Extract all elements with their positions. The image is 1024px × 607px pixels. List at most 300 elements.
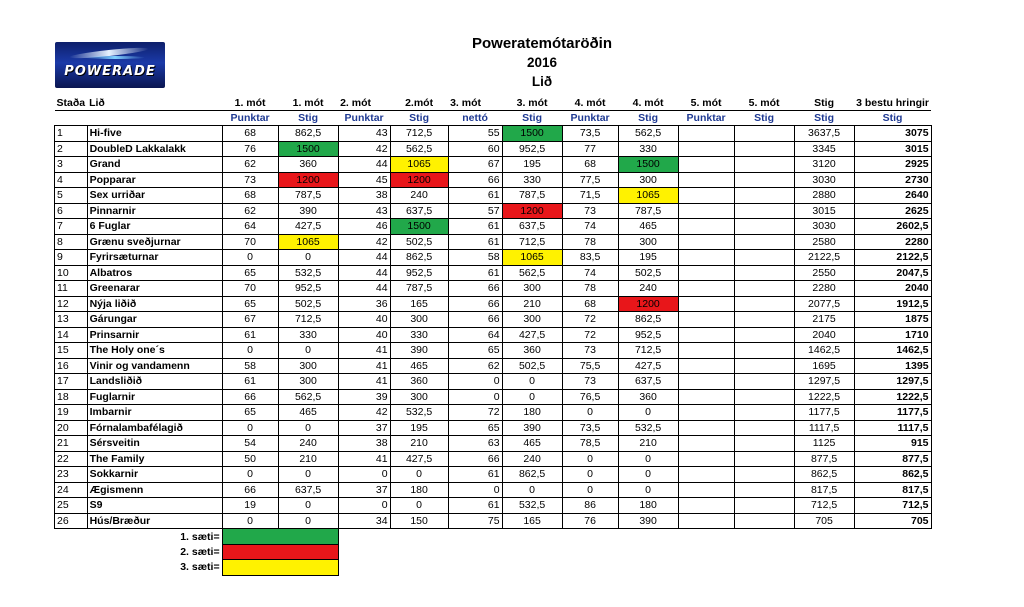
cell-m1p: 68: [222, 126, 278, 142]
standings-table: [54, 96, 932, 576]
cell-rank: 17: [55, 374, 88, 390]
cell-m3n: 72: [448, 405, 502, 421]
cell-m3s: 465: [502, 436, 562, 452]
cell-team: Sérsveitin: [87, 436, 222, 452]
cell-m3n: 64: [448, 327, 502, 343]
cell-m3n: 61: [448, 498, 502, 514]
cell-team: The Holy one´s: [87, 343, 222, 359]
header-cell: 2. mót: [338, 96, 390, 111]
cell-team: Prinsarnir: [87, 327, 222, 343]
cell-m1p: 67: [222, 312, 278, 328]
header-cell: 4. mót: [562, 96, 618, 111]
cell-total: 3030: [794, 172, 854, 188]
cell-m2s: 562,5: [390, 141, 448, 157]
table-row: [55, 126, 932, 142]
header-cell: Lið: [87, 96, 222, 111]
cell-m1p: 58: [222, 358, 278, 374]
cell-m5s: [734, 389, 794, 405]
cell-m3n: 0: [448, 389, 502, 405]
cell-m4s: 0: [618, 451, 678, 467]
cell-m2p: 41: [338, 343, 390, 359]
cell-team: Ægismenn: [87, 482, 222, 498]
cell-m4s: 330: [618, 141, 678, 157]
cell-total: 2550: [794, 265, 854, 281]
cell-m5p: [678, 467, 734, 483]
cell-best: 1462,5: [854, 343, 931, 359]
cell-m2p: 0: [338, 498, 390, 514]
cell-m3s: 1500: [502, 126, 562, 142]
cell-m4s: 712,5: [618, 343, 678, 359]
cell-m5p: [678, 296, 734, 312]
cell-m5s: [734, 141, 794, 157]
subheader-cell: Stig: [298, 112, 319, 124]
legend-label: 1. sæti=: [180, 530, 220, 543]
cell-m5s: [734, 451, 794, 467]
cell-m2s: 330: [390, 327, 448, 343]
table-row: [55, 327, 932, 343]
cell-rank: 12: [55, 296, 88, 312]
cell-m1s: 0: [278, 420, 338, 436]
cell-m2s: 502,5: [390, 234, 448, 250]
cell-m4s: 427,5: [618, 358, 678, 374]
cell-m1s: 532,5: [278, 265, 338, 281]
cell-m4p: 68: [562, 157, 618, 173]
cell-m1p: 70: [222, 281, 278, 297]
cell-m4p: 78: [562, 234, 618, 250]
cell-m1p: 68: [222, 188, 278, 204]
cell-m3s: 300: [502, 312, 562, 328]
legend-row: [55, 560, 932, 576]
cell-team: Popparar: [87, 172, 222, 188]
header-cell: 4. mót: [618, 96, 678, 111]
cell-m3n: 66: [448, 172, 502, 188]
cell-m3n: 61: [448, 234, 502, 250]
page-title: Poweratemótaröðin: [471, 35, 613, 52]
cell-rank: 6: [55, 203, 88, 219]
cell-team: Fyrirsæturnar: [87, 250, 222, 266]
cell-m5s: [734, 312, 794, 328]
cell-m2p: 37: [338, 420, 390, 436]
cell-m2p: 41: [338, 451, 390, 467]
cell-m5s: [734, 374, 794, 390]
cell-rank: 18: [55, 389, 88, 405]
cell-m1s: 240: [278, 436, 338, 452]
cell-total: 712,5: [794, 498, 854, 514]
cell-team: Vinir og vandamenn: [87, 358, 222, 374]
cell-rank: 22: [55, 451, 88, 467]
cell-m2s: 180: [390, 482, 448, 498]
cell-m2p: 46: [338, 219, 390, 235]
cell-m3s: 1200: [502, 203, 562, 219]
cell-m1p: 76: [222, 141, 278, 157]
cell-m3s: 787,5: [502, 188, 562, 204]
table-row: [55, 219, 932, 235]
header-cell: 3. mót: [502, 96, 562, 111]
cell-team: Landsliðið: [87, 374, 222, 390]
cell-m1p: 62: [222, 203, 278, 219]
cell-m4p: 77: [562, 141, 618, 157]
cell-rank: 21: [55, 436, 88, 452]
cell-m2p: 39: [338, 389, 390, 405]
cell-m5s: [734, 420, 794, 436]
cell-m1s: 712,5: [278, 312, 338, 328]
cell-m5p: [678, 250, 734, 266]
cell-m2s: 300: [390, 389, 448, 405]
cell-m5s: [734, 126, 794, 142]
cell-best: 705: [854, 513, 931, 529]
table-row: [55, 358, 932, 374]
cell-m5p: [678, 157, 734, 173]
cell-total: 705: [794, 513, 854, 529]
cell-m2s: 165: [390, 296, 448, 312]
cell-m5p: [678, 482, 734, 498]
cell-total: 877,5: [794, 451, 854, 467]
cell-m1p: 61: [222, 374, 278, 390]
cell-rank: 10: [55, 265, 88, 281]
cell-m4s: 532,5: [618, 420, 678, 436]
table-row: [55, 172, 932, 188]
cell-m3n: 61: [448, 188, 502, 204]
cell-m1p: 64: [222, 219, 278, 235]
cell-m5s: [734, 513, 794, 529]
cell-best: 1875: [854, 312, 931, 328]
cell-m2s: 427,5: [390, 451, 448, 467]
cell-best: 1710: [854, 327, 931, 343]
cell-m1p: 0: [222, 420, 278, 436]
cell-team: Fórnalambafélagið: [87, 420, 222, 436]
cell-m4p: 78,5: [562, 436, 618, 452]
cell-m3n: 61: [448, 467, 502, 483]
cell-m1s: 637,5: [278, 482, 338, 498]
cell-rank: 14: [55, 327, 88, 343]
cell-m3n: 58: [448, 250, 502, 266]
cell-m1p: 66: [222, 482, 278, 498]
cell-total: 2175: [794, 312, 854, 328]
cell-m2p: 44: [338, 250, 390, 266]
header-cell: 1. mót: [278, 96, 338, 111]
table-row: [55, 265, 932, 281]
cell-m3n: 67: [448, 157, 502, 173]
cell-m3n: 62: [448, 358, 502, 374]
cell-m1s: 465: [278, 405, 338, 421]
cell-m4p: 73: [562, 203, 618, 219]
cell-m2p: 0: [338, 467, 390, 483]
cell-m4p: 86: [562, 498, 618, 514]
cell-m3n: 66: [448, 296, 502, 312]
cell-m1s: 1065: [278, 234, 338, 250]
cell-m4s: 637,5: [618, 374, 678, 390]
cell-m5s: [734, 219, 794, 235]
cell-m3s: 360: [502, 343, 562, 359]
cell-m5s: [734, 172, 794, 188]
cell-m4p: 77,5: [562, 172, 618, 188]
cell-m4s: 952,5: [618, 327, 678, 343]
cell-best: 2730: [854, 172, 931, 188]
cell-total: 3030: [794, 219, 854, 235]
cell-m5p: [678, 203, 734, 219]
cell-best: 862,5: [854, 467, 931, 483]
cell-best: 2122,5: [854, 250, 931, 266]
cell-m4s: 0: [618, 482, 678, 498]
cell-m4p: 74: [562, 265, 618, 281]
page-subtitle: Lið: [531, 74, 553, 89]
cell-rank: 2: [55, 141, 88, 157]
cell-m3s: 532,5: [502, 498, 562, 514]
cell-best: 877,5: [854, 451, 931, 467]
cell-m5p: [678, 327, 734, 343]
cell-m1p: 19: [222, 498, 278, 514]
cell-m5p: [678, 126, 734, 142]
cell-total: 2040: [794, 327, 854, 343]
cell-m2p: 34: [338, 513, 390, 529]
cell-m2s: 195: [390, 420, 448, 436]
cell-m2s: 150: [390, 513, 448, 529]
cell-m5p: [678, 172, 734, 188]
cell-m4p: 76: [562, 513, 618, 529]
cell-m3s: 637,5: [502, 219, 562, 235]
cell-m5s: [734, 296, 794, 312]
cell-m4s: 1200: [618, 296, 678, 312]
cell-m2p: 44: [338, 265, 390, 281]
cell-m4s: 195: [618, 250, 678, 266]
cell-m2s: 360: [390, 374, 448, 390]
header-cell: 3. mót: [448, 96, 502, 111]
cell-team: Fuglarnir: [87, 389, 222, 405]
cell-total: 817,5: [794, 482, 854, 498]
cell-m1p: 66: [222, 389, 278, 405]
cell-m4p: 83,5: [562, 250, 618, 266]
cell-total: 1125: [794, 436, 854, 452]
table-row: [55, 389, 932, 405]
cell-m1p: 61: [222, 327, 278, 343]
cell-total: 1695: [794, 358, 854, 374]
cell-rank: 24: [55, 482, 88, 498]
cell-m3n: 55: [448, 126, 502, 142]
cell-m4p: 76,5: [562, 389, 618, 405]
cell-m1s: 1500: [278, 141, 338, 157]
cell-m5s: [734, 358, 794, 374]
cell-total: 3345: [794, 141, 854, 157]
cell-m4p: 78: [562, 281, 618, 297]
cell-team: S9: [87, 498, 222, 514]
cell-m2p: 37: [338, 482, 390, 498]
cell-m5s: [734, 234, 794, 250]
cell-m3n: 65: [448, 343, 502, 359]
cell-m4p: 72: [562, 327, 618, 343]
cell-rank: 7: [55, 219, 88, 235]
cell-total: 2122,5: [794, 250, 854, 266]
cell-m1p: 54: [222, 436, 278, 452]
subheader-cell: Punktar: [686, 112, 726, 124]
cell-m1p: 62: [222, 157, 278, 173]
table-row: [55, 467, 932, 483]
cell-m2p: 43: [338, 203, 390, 219]
cell-rank: 1: [55, 126, 88, 142]
legend-swatch: [222, 544, 338, 560]
cell-m2s: 1065: [390, 157, 448, 173]
cell-m4p: 72: [562, 312, 618, 328]
subheader-cell: Punktar: [570, 112, 610, 124]
cell-best: 2047,5: [854, 265, 931, 281]
cell-m1s: 360: [278, 157, 338, 173]
table-row: [55, 141, 932, 157]
table-row: [55, 281, 932, 297]
cell-total: 862,5: [794, 467, 854, 483]
header-cell: Stig: [794, 96, 854, 111]
cell-m4s: 300: [618, 234, 678, 250]
table-row: [55, 312, 932, 328]
cell-m4p: 75,5: [562, 358, 618, 374]
table-row: [55, 234, 932, 250]
cell-m5s: [734, 436, 794, 452]
cell-m1s: 0: [278, 343, 338, 359]
cell-m4s: 862,5: [618, 312, 678, 328]
cell-m5s: [734, 188, 794, 204]
header-cell: 2.mót: [390, 96, 448, 111]
cell-m1p: 65: [222, 296, 278, 312]
cell-m3s: 502,5: [502, 358, 562, 374]
cell-m4s: 787,5: [618, 203, 678, 219]
subheader-cell: [87, 111, 222, 126]
cell-m1s: 502,5: [278, 296, 338, 312]
cell-total: 1222,5: [794, 389, 854, 405]
table-row: [55, 374, 932, 390]
cell-m1s: 0: [278, 513, 338, 529]
table-row: [55, 420, 932, 436]
header-row: [55, 96, 932, 111]
cell-rank: 16: [55, 358, 88, 374]
cell-m5p: [678, 513, 734, 529]
header-cell: 5. mót: [678, 96, 734, 111]
cell-team: Gárungar: [87, 312, 222, 328]
subheader-cell: Stig: [754, 112, 775, 124]
table-row: [55, 482, 932, 498]
cell-m2p: 42: [338, 405, 390, 421]
cell-best: 3075: [854, 126, 931, 142]
cell-team: The Family: [87, 451, 222, 467]
cell-m1s: 0: [278, 250, 338, 266]
cell-m4p: 0: [562, 451, 618, 467]
cell-m3s: 0: [502, 389, 562, 405]
subheader-cell: Stig: [522, 112, 543, 124]
table-row: [55, 451, 932, 467]
cell-rank: 11: [55, 281, 88, 297]
cell-m1p: 70: [222, 234, 278, 250]
cell-m5p: [678, 312, 734, 328]
legend-spacer: [55, 560, 88, 576]
cell-m1s: 330: [278, 327, 338, 343]
cell-m3n: 0: [448, 482, 502, 498]
cell-m4p: 0: [562, 467, 618, 483]
cell-rank: 26: [55, 513, 88, 529]
cell-m5p: [678, 498, 734, 514]
cell-m5p: [678, 405, 734, 421]
subheader-cell: [55, 111, 88, 126]
table-row: [55, 203, 932, 219]
cell-m5s: [734, 343, 794, 359]
cell-m1p: 50: [222, 451, 278, 467]
cell-total: 3120: [794, 157, 854, 173]
cell-m1p: 0: [222, 467, 278, 483]
cell-m3s: 427,5: [502, 327, 562, 343]
header-cell: 1. mót: [222, 96, 278, 111]
cell-m5s: [734, 265, 794, 281]
cell-m2s: 1500: [390, 219, 448, 235]
cell-m3n: 57: [448, 203, 502, 219]
cell-m4p: 71,5: [562, 188, 618, 204]
cell-m1s: 427,5: [278, 219, 338, 235]
cell-m5p: [678, 389, 734, 405]
cell-m2s: 240: [390, 188, 448, 204]
cell-m4s: 360: [618, 389, 678, 405]
cell-m3n: 66: [448, 312, 502, 328]
cell-m1s: 210: [278, 451, 338, 467]
table-row: [55, 343, 932, 359]
cell-m3n: 66: [448, 281, 502, 297]
cell-m5s: [734, 405, 794, 421]
cell-team: Hús/Bræður: [87, 513, 222, 529]
cell-m5p: [678, 451, 734, 467]
cell-m4s: 562,5: [618, 126, 678, 142]
cell-m3s: 0: [502, 374, 562, 390]
cell-m1p: 0: [222, 250, 278, 266]
cell-m5p: [678, 343, 734, 359]
table-row: [55, 498, 932, 514]
title-block: [0, 34, 1024, 91]
table-row: [55, 296, 932, 312]
cell-rank: 9: [55, 250, 88, 266]
cell-best: 915: [854, 436, 931, 452]
cell-m4s: 240: [618, 281, 678, 297]
header-cell: Staða: [56, 97, 86, 109]
cell-m5p: [678, 141, 734, 157]
cell-rank: 4: [55, 172, 88, 188]
cell-total: 1297,5: [794, 374, 854, 390]
cell-m2s: 637,5: [390, 203, 448, 219]
legend-row: [55, 529, 932, 545]
cell-m2s: 1200: [390, 172, 448, 188]
cell-m1p: 0: [222, 343, 278, 359]
subheader-cell: Punktar: [344, 112, 384, 124]
cell-m4s: 0: [618, 467, 678, 483]
subheader-cell: Punktar: [230, 112, 270, 124]
cell-m2p: 44: [338, 157, 390, 173]
cell-m2p: 43: [338, 126, 390, 142]
cell-best: 712,5: [854, 498, 931, 514]
cell-m3s: 952,5: [502, 141, 562, 157]
cell-m2p: 40: [338, 327, 390, 343]
cell-best: 1222,5: [854, 389, 931, 405]
cell-m5s: [734, 250, 794, 266]
cell-m2s: 532,5: [390, 405, 448, 421]
legend-label: 2. sæti=: [180, 545, 220, 558]
cell-team: Sex urriðar: [87, 188, 222, 204]
header-cell: 5. mót: [734, 96, 794, 111]
cell-m4s: 1500: [618, 157, 678, 173]
cell-m4p: 74: [562, 219, 618, 235]
cell-m2s: 712,5: [390, 126, 448, 142]
cell-m4s: 502,5: [618, 265, 678, 281]
cell-m3n: 61: [448, 265, 502, 281]
cell-total: 1117,5: [794, 420, 854, 436]
cell-best: 2280: [854, 234, 931, 250]
cell-m4p: 68: [562, 296, 618, 312]
table-row: [55, 513, 932, 529]
cell-best: 1912,5: [854, 296, 931, 312]
cell-m3s: 712,5: [502, 234, 562, 250]
header-cell: 3 bestu hringir: [856, 97, 930, 109]
cell-total: 3637,5: [794, 126, 854, 142]
